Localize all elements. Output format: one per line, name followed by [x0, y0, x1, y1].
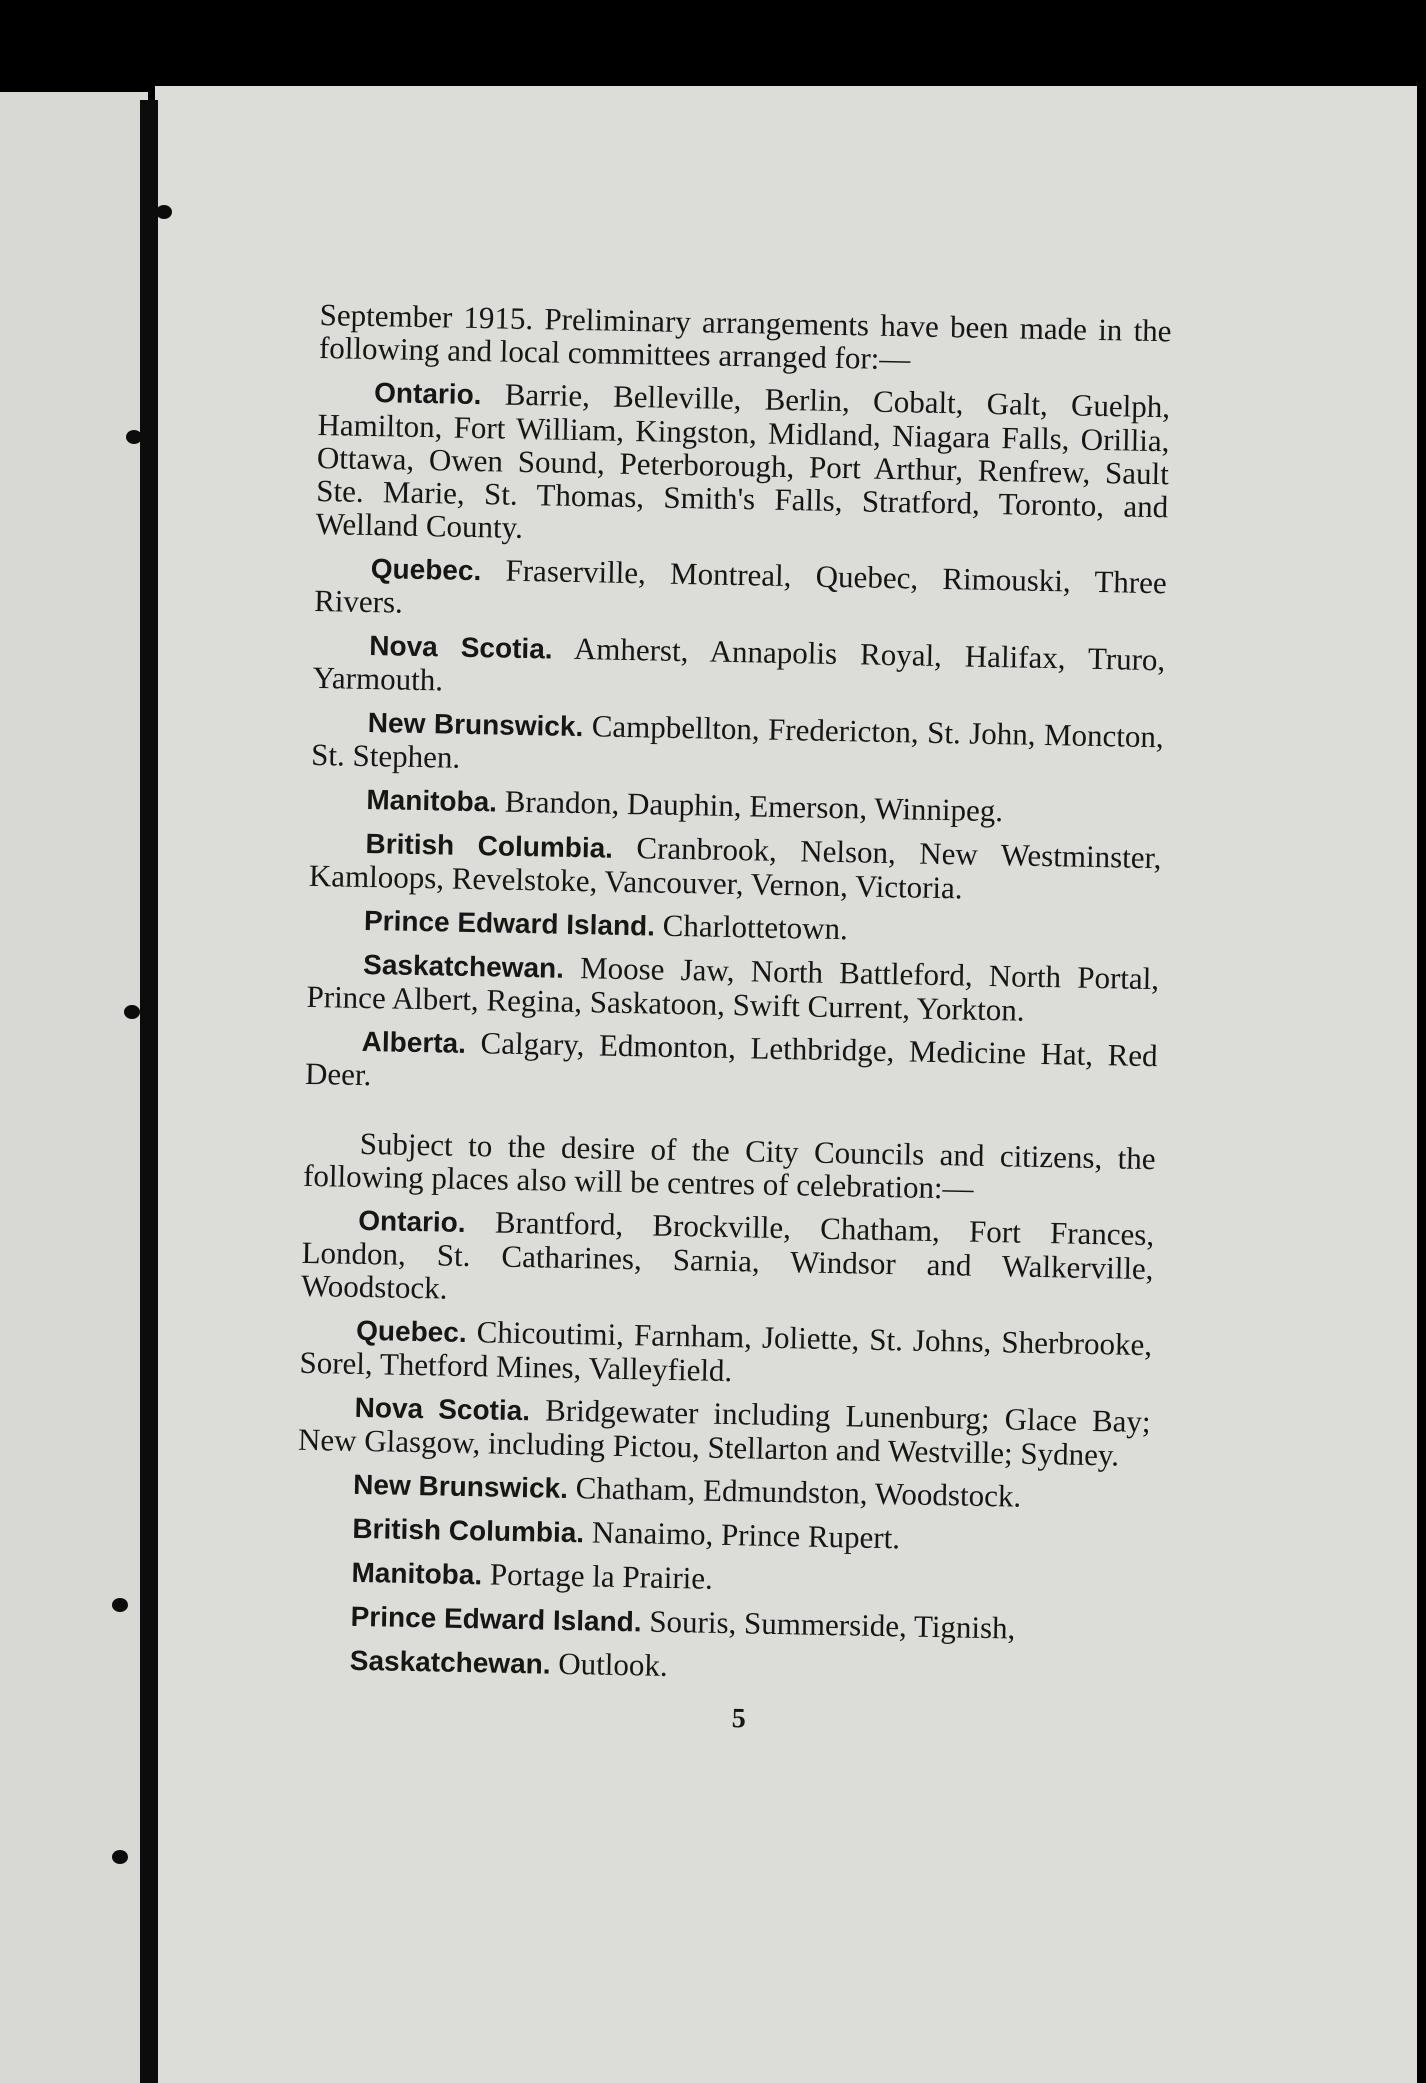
list-item [311, 704, 1164, 787]
province-name: Prince Edward Island. [363, 904, 656, 942]
place-names: Charlottetown. [662, 907, 849, 947]
province-name: Saskatchewan. [362, 948, 565, 984]
place-names: Bridgewater including Lunenburg; Glace Bay; New Glasgow, including Pictou, Stellarton and Westville; Sydney. [297, 1392, 1151, 1473]
list-item [312, 627, 1165, 710]
province-name: New Brunswick. [367, 706, 584, 743]
place-names: Campbellton, Fredericton, St. John, Moncton, St. Stephen. [310, 708, 1165, 775]
list-item [295, 1554, 1147, 1604]
intro-paragraph: September 1915. Preliminary arrangements have been made in the following and local committees arranged for:— [318, 297, 1172, 377]
binding-thread-mark [156, 205, 172, 219]
place-names: Brandon, Dauphin, Emerson, Winnipeg. [504, 783, 1004, 829]
place-names: Chicoutimi, Farnham, Joliette, St. Johns, Sherbrooke, Sorel, Thetford Mines, Valleyfield. [299, 1314, 1153, 1389]
province-name: Manitoba. [366, 783, 498, 818]
subject-paragraph: Subject to the desire of the City Councils and citizens, the following places also will be centres of celebration:— [302, 1125, 1156, 1206]
facing-page-edge [0, 92, 148, 2083]
province-name: Nova Scotia. [369, 630, 553, 665]
list-item [310, 781, 1162, 831]
list-item [315, 374, 1170, 556]
possible-list [294, 1202, 1155, 1692]
province-name: Saskatchewan. [349, 1644, 551, 1680]
list-item [298, 1389, 1151, 1472]
place-names: Portage la Prairie. [489, 1556, 714, 1596]
list-item [309, 825, 1162, 908]
list-item [296, 1510, 1148, 1560]
province-name: Ontario. [373, 377, 482, 411]
binding-thread-mark [124, 1005, 140, 1019]
province-name: Manitoba. [351, 1556, 483, 1591]
province-name: Nova Scotia. [354, 1391, 531, 1427]
province-name: Quebec. [370, 553, 482, 587]
list-item [305, 1023, 1158, 1106]
page-text [293, 298, 1172, 1743]
list-item [294, 1642, 1146, 1692]
place-names: Cranbrook, Nelson, New Westminster, Kamloops, Revelstoke, Vancouver, Vernon, Victoria. [308, 830, 1162, 906]
province-name: Quebec. [355, 1314, 467, 1349]
list-item [314, 550, 1167, 633]
province-name: British Columbia. [352, 1512, 585, 1549]
place-names: Chatham, Edmundston, Woodstock. [575, 1470, 1022, 1514]
page-number: 5 [731, 1703, 747, 1735]
place-names: Souris, Summerside, Tignish, [649, 1603, 1016, 1646]
place-names: Moose Jaw, North Battleford, North Portal, Prince Albert, Regina, Saskatoon, Swift Current, Yorkton. [306, 950, 1160, 1028]
place-names: Calgary, Edmonton, Lethbridge, Medicine Hat, Red Deer. [304, 1025, 1158, 1093]
binding-edge [140, 100, 158, 2083]
list-item [297, 1466, 1149, 1516]
list-item [306, 946, 1159, 1029]
list-item [299, 1312, 1152, 1395]
place-names: Outlook. [558, 1645, 669, 1683]
binding-thread-mark [112, 1598, 128, 1612]
province-name: Prince Edward Island. [350, 1600, 642, 1638]
place-names: Barrie, Belleville, Berlin, Cobalt, Galt, Guelph, Hamilton, Fort William, Kingston, Midland, Niagara Falls, Orillia, Ottawa, Owen Sound, Peterborough, Port Arthur, Renfrew, Sault Ste. Marie, St. Thomas, Smith's Falls, Stratford, Toronto, and Welland County. [315, 376, 1171, 545]
province-name: British Columbia. [365, 827, 614, 864]
arranged-list [305, 374, 1171, 1106]
province-name: New Brunswick. [352, 1468, 569, 1504]
list-item [308, 902, 1160, 952]
binding-thread-mark [112, 1850, 128, 1864]
list-item [294, 1598, 1146, 1648]
binding-thread-mark [126, 430, 142, 444]
place-names: Nanaimo, Prince Rupert. [591, 1514, 901, 1556]
province-name: Alberta. [361, 1025, 467, 1059]
place-names: Amherst, Annapolis Royal, Halifax, Truro, Yarmouth. [312, 630, 1166, 698]
list-item [301, 1202, 1155, 1318]
place-names: Brantford, Brockville, Chatham, Fort Frances, London, St. Catharines, Sarnia, Windsor and Walkerville, Woodstock. [300, 1204, 1155, 1306]
province-name: Ontario. [358, 1204, 466, 1238]
place-names: Fraserville, Montreal, Quebec, Rimouski, Three Rivers. [313, 552, 1168, 620]
